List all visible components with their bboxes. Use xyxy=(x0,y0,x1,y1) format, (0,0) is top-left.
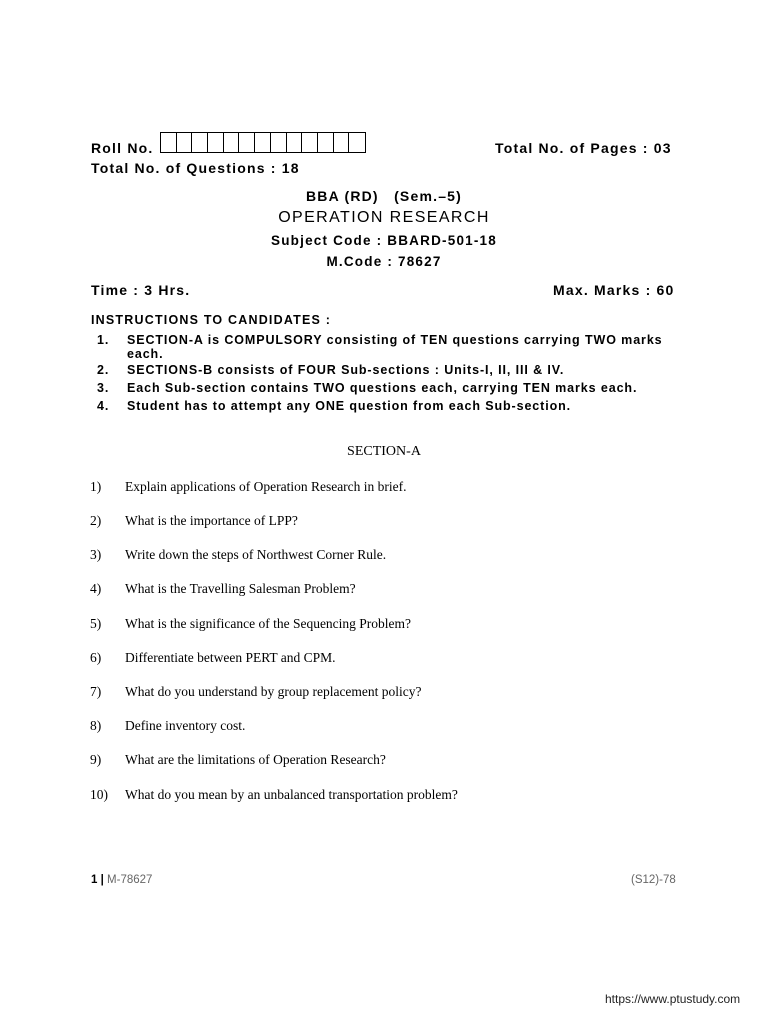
roll-no-box[interactable] xyxy=(318,133,334,152)
instructions-title: INSTRUCTIONS TO CANDIDATES : xyxy=(91,313,332,327)
roll-no-box[interactable] xyxy=(208,133,224,152)
instruction-text: Student has to attempt any ONE question from each Sub-section. xyxy=(127,399,572,413)
subject-code: Subject Code : BBARD-501-18 xyxy=(271,233,497,248)
roll-no-label: Roll No. xyxy=(91,140,154,156)
page-number: 1 xyxy=(91,874,98,886)
question-text: What is the significance of the Sequencing Problem? xyxy=(125,616,412,631)
page-footer-left xyxy=(91,874,152,886)
section-a-title: SECTION-A xyxy=(347,444,421,459)
question-number: 7) xyxy=(90,684,102,699)
page-footer-right: (S12)-78 xyxy=(631,874,676,886)
roll-no-box[interactable] xyxy=(224,133,240,152)
roll-no-box[interactable] xyxy=(177,133,193,152)
roll-no-box[interactable] xyxy=(349,133,365,152)
question-number: 9) xyxy=(90,752,102,767)
question-number: 5) xyxy=(90,616,102,631)
question-text: What do you understand by group replacement policy? xyxy=(125,684,422,699)
roll-no-boxes[interactable] xyxy=(160,132,366,153)
roll-no-box[interactable] xyxy=(334,133,350,152)
roll-no-box[interactable] xyxy=(255,133,271,152)
instruction-number: 3. xyxy=(97,381,110,395)
question-text: Define inventory cost. xyxy=(125,718,246,733)
roll-no-box[interactable] xyxy=(192,133,208,152)
question-number: 1) xyxy=(90,479,102,494)
roll-no-box[interactable] xyxy=(287,133,303,152)
footer-separator: | xyxy=(100,874,104,886)
question-number: 2) xyxy=(90,513,102,528)
question-text: Differentiate between PERT and CPM. xyxy=(125,650,336,665)
total-questions: Total No. of Questions : 18 xyxy=(91,160,300,176)
instruction-text: SECTIONS-B consists of FOUR Sub-sections : Units-I, II, III & IV. xyxy=(127,363,565,377)
course-title: BBA (RD) (Sem.–5) xyxy=(305,188,463,204)
m-code: M.Code : 78627 xyxy=(326,254,442,269)
instruction-number: 1. xyxy=(97,333,110,347)
roll-no-box[interactable] xyxy=(302,133,318,152)
question-text: What are the limitations of Operation Research? xyxy=(125,752,386,767)
instruction-number: 4. xyxy=(97,399,110,413)
question-text: What do you mean by an unbalanced transportation problem? xyxy=(125,787,458,802)
question-number: 10) xyxy=(90,787,108,802)
question-number: 6) xyxy=(90,650,102,665)
roll-no-box[interactable] xyxy=(271,133,287,152)
roll-no-box[interactable] xyxy=(161,133,177,152)
question-text: What is the importance of LPP? xyxy=(125,513,298,528)
question-number: 4) xyxy=(90,581,102,596)
roll-no-box[interactable] xyxy=(239,133,255,152)
question-text: Explain applications of Operation Research in brief. xyxy=(125,479,407,494)
instruction-text: Each Sub-section contains TWO questions each, carrying TEN marks each. xyxy=(127,381,638,395)
instruction-number: 2. xyxy=(97,363,110,377)
max-marks: Max. Marks : 60 xyxy=(553,282,675,298)
instruction-text: SECTION-A is COMPULSORY consisting of TEN questions carrying TWO marks each. xyxy=(127,333,663,361)
subject-title: OPERATION RESEARCH xyxy=(278,209,490,226)
question-text: Write down the steps of Northwest Corner Rule. xyxy=(125,547,387,562)
question-text: What is the Travelling Salesman Problem? xyxy=(125,581,356,596)
total-pages: Total No. of Pages : 03 xyxy=(495,140,672,156)
watermark-url[interactable]: https://www.ptustudy.com xyxy=(605,992,741,1006)
footer-code: M-78627 xyxy=(107,874,153,886)
question-number: 3) xyxy=(90,547,102,562)
question-number: 8) xyxy=(90,718,102,733)
time-label: Time : 3 Hrs. xyxy=(91,282,191,298)
